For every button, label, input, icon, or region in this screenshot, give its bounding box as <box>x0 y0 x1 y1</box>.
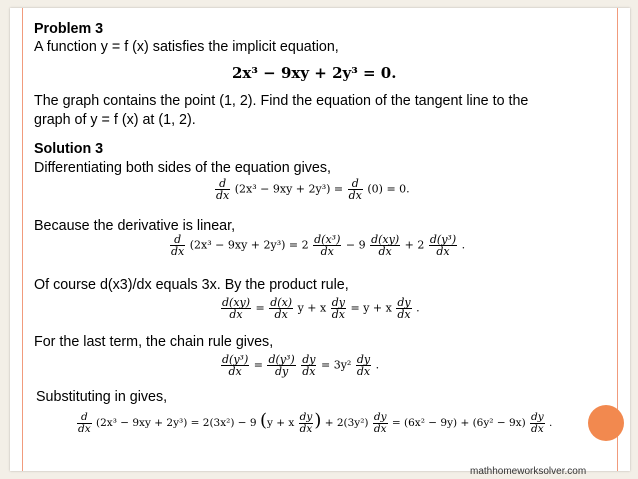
equation-linearity: $\frac{d}{dx}$ (2x³ − 9xy + 2y³) = 2 $\frac{\text{d(x³)}}{dx}$ − 9 $\frac{d(xy)}{dx}$ + 2 $\frac{\text{d(y³)}}{dx}$ . <box>171 233 466 258</box>
decorative-orange-circle <box>588 405 624 441</box>
graph-text-line-2: graph of y = f (x) at (1, 2). <box>34 112 196 128</box>
footer-website: mathhomeworksolver.com <box>470 466 587 477</box>
lastterm-text: For the last term, the chain rule gives, <box>34 334 274 350</box>
problem-heading: Problem 3 <box>34 21 104 37</box>
equation-derivative-both-sides: $\frac{d}{dx}$ (2x³ − 9xy + 2y³) = $\frac{d}{dx}$ (0) = 0. <box>216 177 410 202</box>
equation-chain-rule: $\frac{\text{d(y³)}}{dx}$ = $\frac{\text{d(y³)}}{dy}$ $\frac{dy}{dx}$ = 3y² $\frac{dy}{dx}$ . <box>222 353 380 378</box>
graph-text-line-1: The graph contains the point (1, 2). Find the equation of the tangent line to the <box>34 93 529 109</box>
equation-substituted: $\frac{d}{dx}$ (2x³ − 9xy + 2y³) = 2(3x²) − 9 (y + x $\frac{dy}{dx}$ ) + 2(3y²) $\frac{dy}{dx}$ = (6x² − 9y) + (6y² − 9x) $\frac{dy}{dx}$ . <box>78 410 553 435</box>
slide <box>10 8 630 471</box>
solution-heading: Solution 3 <box>34 141 104 157</box>
substituting-text: Substituting in gives, <box>36 389 168 405</box>
linear-text: Because the derivative is linear, <box>34 218 236 234</box>
differentiating-text: Differentiating both sides of the equation gives, <box>34 160 331 176</box>
implicit-equation: 2x³ − 9xy + 2y³ = 0. <box>232 64 397 82</box>
problem-text: A function y = f (x) satisfies the implicit equation, <box>34 39 339 55</box>
left-border-line <box>22 8 23 471</box>
right-border-line <box>617 8 618 471</box>
equation-product-rule: $\frac{d(xy)}{dx}$ = $\frac{d(x)}{dx}$ y + x $\frac{dy}{dx}$ = y + x $\frac{dy}{dx}$ . <box>222 296 420 321</box>
ofcourse-text: Of course d(x3)/dx equals 3x. By the product rule, <box>34 277 349 293</box>
